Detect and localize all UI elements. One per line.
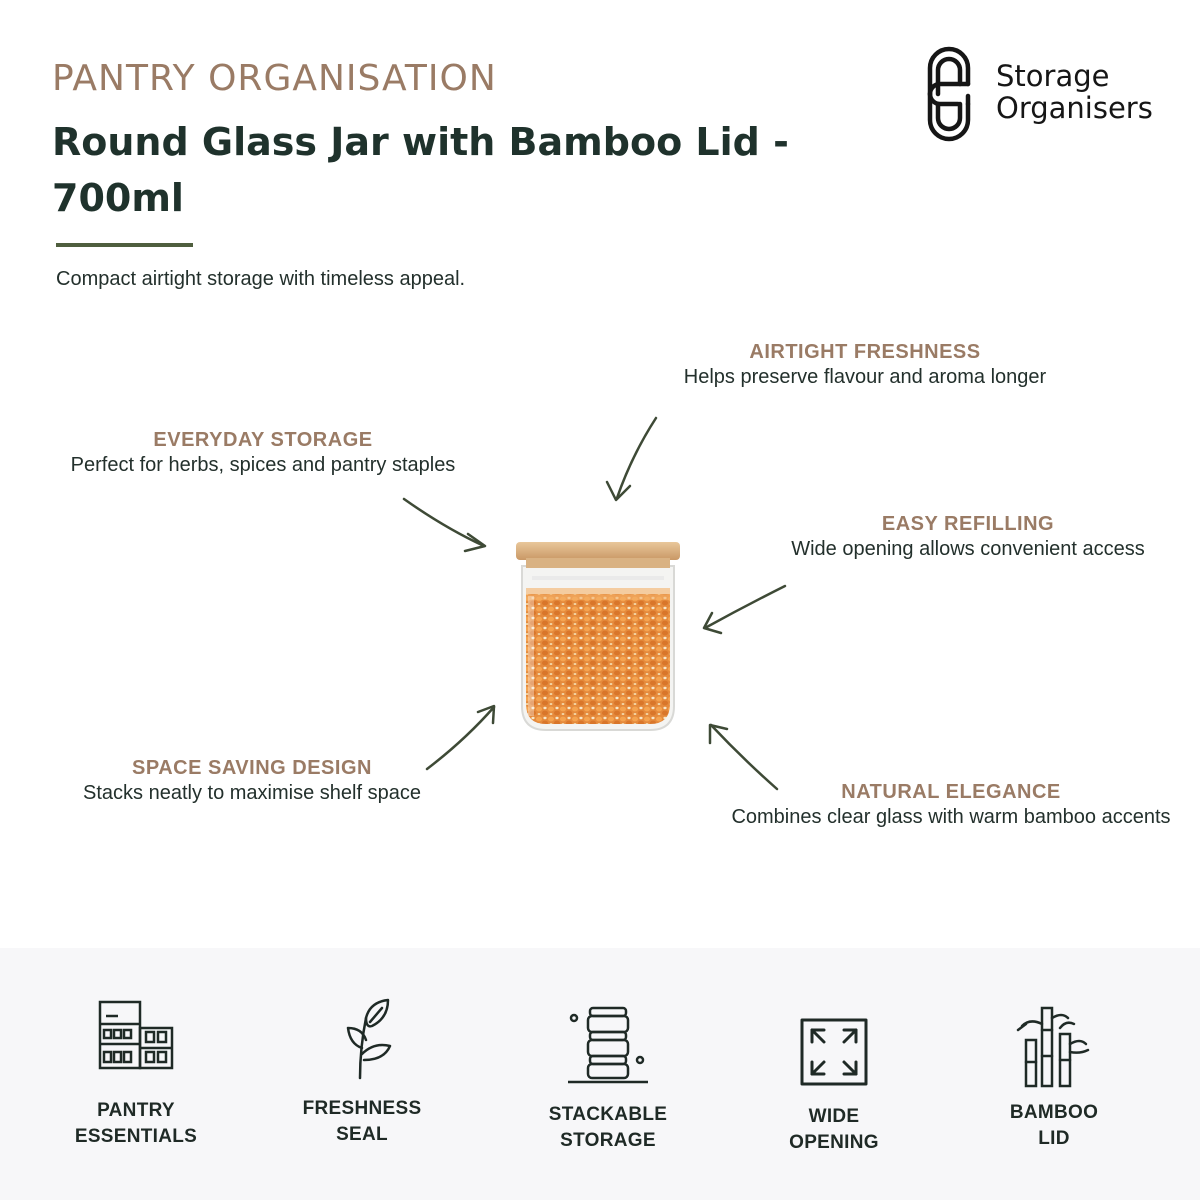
benefit-bamboo-lid bbox=[954, 1000, 1154, 1152]
arrow-elegance bbox=[710, 725, 777, 789]
feature-space-title: SPACE SAVING DESIGN bbox=[132, 757, 372, 779]
benefit-pantry bbox=[36, 1000, 236, 1150]
feature-elegance bbox=[706, 781, 1196, 829]
feature-airtight-title: AIRTIGHT FRESHNESS bbox=[749, 341, 981, 363]
benefit-stackable-line2: STORAGE bbox=[560, 1130, 656, 1151]
brand-name-line2: Organisers bbox=[996, 91, 1153, 125]
benefit-freshness-line1: FRESHNESS bbox=[302, 1098, 422, 1119]
expand-arrows-icon bbox=[798, 1016, 870, 1088]
feature-space bbox=[52, 757, 452, 805]
benefit-pantry-label bbox=[36, 1098, 236, 1150]
arrow-refilling bbox=[704, 586, 785, 633]
bamboo-icon bbox=[1014, 1004, 1094, 1088]
benefit-bamboo-lid-label bbox=[954, 1100, 1154, 1152]
benefit-stackable-label bbox=[508, 1102, 708, 1154]
category-eyebrow: PANTRY ORGANISATION bbox=[52, 58, 497, 99]
feature-airtight bbox=[665, 341, 1065, 389]
arrow-airtight bbox=[607, 418, 656, 500]
stacked-jars-icon bbox=[566, 1006, 650, 1086]
benefit-pantry-line2: ESSENTIALS bbox=[74, 1126, 198, 1147]
feature-everyday-title: EVERYDAY STORAGE bbox=[153, 429, 373, 451]
arrow-everyday bbox=[404, 499, 485, 551]
brand-logo bbox=[918, 44, 1178, 144]
glass-jar-image bbox=[512, 536, 684, 736]
benefit-freshness-label bbox=[262, 1096, 462, 1148]
feature-refilling-title: EASY REFILLING bbox=[881, 513, 1055, 535]
benefit-freshness-line2: SEAL bbox=[336, 1124, 388, 1145]
benefit-stackable-line1: STACKABLE bbox=[548, 1104, 668, 1125]
benefit-freshness bbox=[262, 1000, 462, 1148]
feature-refilling bbox=[768, 513, 1168, 561]
brand-name-line1: Storage bbox=[996, 59, 1110, 93]
feature-elegance-desc: Combines clear glass with warm bamboo accents bbox=[731, 806, 1171, 828]
product-title: Round Glass Jar with Bamboo Lid - 700ml bbox=[52, 120, 789, 220]
benefit-pantry-line1: PANTRY bbox=[97, 1100, 175, 1121]
feature-space-desc: Stacks neatly to maximise shelf space bbox=[83, 782, 421, 804]
benefit-wide-opening-line1: WIDE bbox=[808, 1106, 860, 1127]
benefit-bamboo-lid-line1: BAMBOO bbox=[1009, 1102, 1099, 1123]
feature-everyday bbox=[40, 429, 486, 477]
benefit-bamboo-lid-line2: LID bbox=[1038, 1128, 1070, 1149]
leaf-icon bbox=[322, 998, 402, 1080]
feature-refilling-desc: Wide opening allows convenient access bbox=[791, 538, 1145, 560]
brand-name bbox=[996, 60, 1153, 124]
benefit-wide-opening-line2: OPENING bbox=[789, 1132, 879, 1153]
benefit-stackable bbox=[508, 1000, 708, 1154]
feature-airtight-desc: Helps preserve flavour and aroma longer bbox=[683, 366, 1047, 388]
benefit-wide-opening bbox=[734, 1000, 934, 1156]
feature-elegance-title: NATURAL ELEGANCE bbox=[841, 781, 1061, 803]
benefit-wide-opening-label bbox=[734, 1104, 934, 1156]
storage-organisers-logo-icon bbox=[918, 44, 980, 144]
product-tagline: Compact airtight storage with timeless appeal. bbox=[56, 268, 466, 290]
title-underline bbox=[56, 243, 193, 247]
feature-everyday-desc: Perfect for herbs, spices and pantry staples bbox=[70, 454, 456, 476]
pantry-shelf-icon bbox=[96, 1000, 176, 1072]
